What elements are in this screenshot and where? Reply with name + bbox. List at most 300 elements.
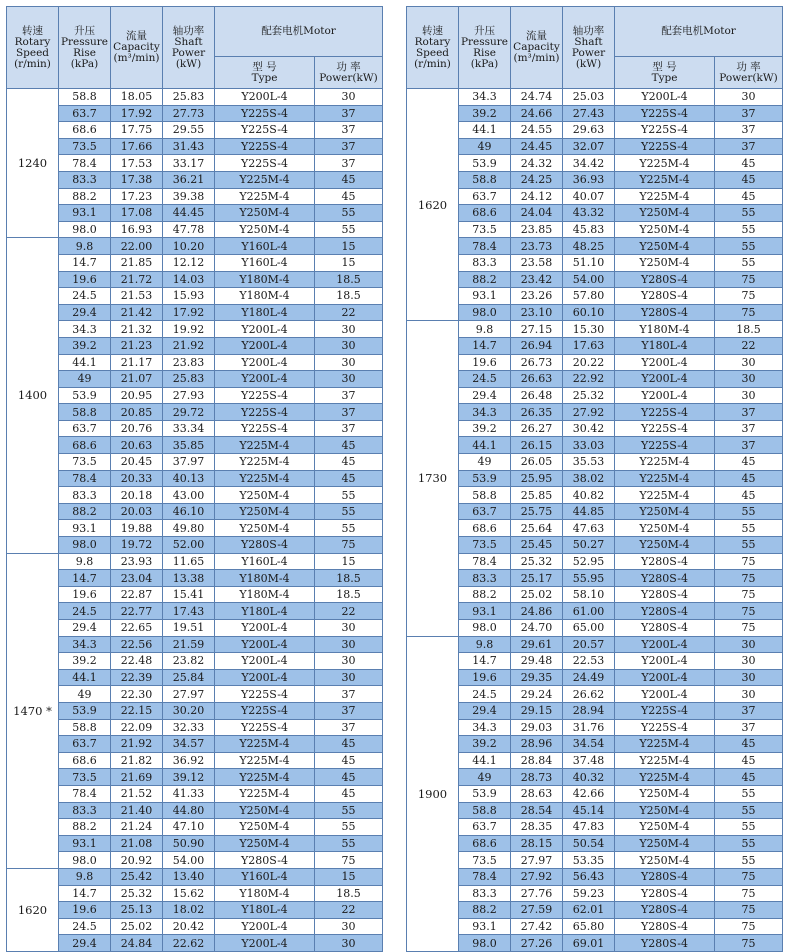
capacity-cell: 20.85	[111, 404, 163, 421]
motor-power-cell: 22	[715, 337, 783, 354]
pressure-rise-cell: 53.9	[59, 702, 111, 719]
motor-power-cell: 55	[715, 852, 783, 869]
capacity-cell: 21.40	[111, 802, 163, 819]
pressure-rise-cell: 39.2	[59, 337, 111, 354]
table-row	[407, 802, 783, 819]
table-row	[7, 304, 383, 321]
shaft-power-cell: 50.54	[563, 835, 615, 852]
table-row	[407, 503, 783, 520]
pressure-rise-cell: 44.1	[459, 752, 511, 769]
motor-power-cell: 30	[315, 935, 383, 952]
shaft-power-cell: 18.02	[163, 902, 215, 919]
header-line: 流量	[526, 30, 547, 42]
motor-type-cell: Y180M-4	[215, 288, 315, 305]
capacity-cell: 25.45	[511, 537, 563, 554]
capacity-cell: 21.32	[111, 321, 163, 338]
motor-power-cell: 37	[315, 155, 383, 172]
shaft-power-cell: 24.49	[563, 669, 615, 686]
header-line: 升压	[474, 24, 495, 37]
header-line: Rotary	[14, 35, 51, 48]
pressure-rise-cell: 73.5	[459, 221, 511, 238]
header-line: Capacity	[113, 41, 160, 53]
pressure-rise-cell: 98.0	[459, 935, 511, 952]
capacity-cell: 17.92	[111, 105, 163, 122]
motor-type-cell: Y200L-4	[215, 89, 315, 106]
motor-type-cell: Y180L-4	[215, 603, 315, 620]
pressure-rise-cell: 93.1	[459, 918, 511, 935]
shaft-power-cell: 50.90	[163, 835, 215, 852]
capacity-cell: 21.85	[111, 254, 163, 271]
header-line: 轴功率	[172, 24, 205, 37]
header-line: Speed	[15, 46, 50, 59]
header-line: Pressure	[60, 35, 109, 48]
table-row	[407, 769, 783, 786]
motor-type-cell: Y280S-4	[615, 553, 715, 570]
pressure-rise-cell: 98.0	[59, 852, 111, 869]
motor-type-cell: Y225M-4	[615, 188, 715, 205]
motor-power-cell: 18.5	[315, 570, 383, 587]
motor-type-cell: Y280S-4	[215, 852, 315, 869]
motor-power-cell: 37	[715, 702, 783, 719]
motor-type-cell: Y200L-4	[615, 653, 715, 670]
motor-type-cell: Y200L-4	[215, 371, 315, 388]
motor-type-cell: Y225S-4	[615, 138, 715, 155]
motor-power-cell: 37	[315, 122, 383, 139]
motor-type-cell: Y250M-4	[215, 503, 315, 520]
capacity-cell: 27.15	[511, 321, 563, 338]
capacity-cell: 22.39	[111, 669, 163, 686]
table-row	[7, 570, 383, 587]
motor-type-cell: Y180M-4	[215, 271, 315, 288]
shaft-power-cell: 36.21	[163, 171, 215, 188]
motor-power-cell: 45	[315, 188, 383, 205]
motor-power-cell: 45	[715, 188, 783, 205]
header-line: 型 号	[652, 60, 677, 73]
header-line: (kW)	[575, 57, 602, 70]
pressure-rise-cell: 63.7	[59, 105, 111, 122]
motor-type-cell: Y225S-4	[215, 686, 315, 703]
table-row	[407, 155, 783, 172]
capacity-cell: 22.30	[111, 686, 163, 703]
pressure-rise-cell: 68.6	[59, 752, 111, 769]
motor-type-cell: Y225M-4	[215, 454, 315, 471]
motor-type-cell: Y225M-4	[215, 785, 315, 802]
capacity-cell: 29.24	[511, 686, 563, 703]
motor-type-cell: Y200L-4	[215, 636, 315, 653]
motor-type-cell: Y225S-4	[615, 420, 715, 437]
motor-type-cell: Y200L-4	[615, 371, 715, 388]
table-row	[7, 819, 383, 836]
capacity-cell: 21.24	[111, 819, 163, 836]
table-row	[7, 835, 383, 852]
pressure-rise-cell: 9.8	[59, 868, 111, 885]
shaft-power-cell: 30.42	[563, 420, 615, 437]
header-line: 转速	[422, 24, 443, 37]
pressure-rise-cell: 83.3	[459, 570, 511, 587]
capacity-cell: 25.17	[511, 570, 563, 587]
pressure-rise-cell: 53.9	[459, 155, 511, 172]
capacity-cell: 28.73	[511, 769, 563, 786]
motor-power-cell: 55	[715, 802, 783, 819]
pressure-rise-cell: 58.8	[59, 89, 111, 106]
shaft-power-cell: 62.01	[563, 902, 615, 919]
motor-power-cell: 75	[715, 288, 783, 305]
motor-power-cell: 37	[315, 702, 383, 719]
motor-power-cell: 30	[315, 636, 383, 653]
motor-type-cell: Y160L-4	[215, 254, 315, 271]
capacity-cell: 28.96	[511, 736, 563, 753]
pressure-rise-cell: 78.4	[59, 155, 111, 172]
pressure-rise-cell: 73.5	[59, 138, 111, 155]
table-row	[407, 885, 783, 902]
capacity-cell: 23.42	[511, 271, 563, 288]
performance-table-right	[406, 6, 783, 952]
motor-type-cell: Y225M-4	[615, 171, 715, 188]
table-row	[7, 785, 383, 802]
pressure-rise-cell: 78.4	[59, 470, 111, 487]
motor-power-cell: 75	[315, 852, 383, 869]
shaft-power-cell: 47.10	[163, 819, 215, 836]
motor-power-cell: 22	[315, 902, 383, 919]
pressure-rise-cell: 88.2	[59, 188, 111, 205]
capacity-cell: 27.42	[511, 918, 563, 935]
motor-power-cell: 75	[715, 586, 783, 603]
pressure-rise-cell: 98.0	[59, 537, 111, 554]
table-row	[7, 387, 383, 404]
pressure-rise-cell: 34.3	[459, 719, 511, 736]
shaft-power-cell: 35.85	[163, 437, 215, 454]
shaft-power-cell: 56.43	[563, 868, 615, 885]
shaft-power-cell: 15.30	[563, 321, 615, 338]
motor-type-cell: Y250M-4	[615, 852, 715, 869]
header-motor-power	[715, 57, 783, 89]
shaft-power-cell: 47.63	[563, 520, 615, 537]
header-line: (kW)	[175, 57, 202, 70]
shaft-power-cell: 10.20	[163, 238, 215, 255]
capacity-cell: 19.88	[111, 520, 163, 537]
motor-type-cell: Y200L-4	[215, 653, 315, 670]
capacity-cell: 21.82	[111, 752, 163, 769]
table-row	[407, 570, 783, 587]
motor-power-cell: 15	[315, 868, 383, 885]
table-row	[7, 620, 383, 637]
capacity-cell: 22.48	[111, 653, 163, 670]
pressure-rise-cell: 24.5	[459, 371, 511, 388]
motor-type-cell: Y200L-4	[215, 918, 315, 935]
motor-power-cell: 37	[715, 719, 783, 736]
table-row	[7, 321, 383, 338]
motor-type-cell: Y225M-4	[615, 752, 715, 769]
shaft-power-cell: 45.83	[563, 221, 615, 238]
shaft-power-cell: 44.85	[563, 503, 615, 520]
motor-type-cell: Y280S-4	[215, 537, 315, 554]
shaft-power-cell: 50.27	[563, 537, 615, 554]
pressure-rise-cell: 19.6	[59, 902, 111, 919]
motor-power-cell: 75	[715, 304, 783, 321]
pressure-rise-cell: 83.3	[59, 802, 111, 819]
motor-type-cell: Y280S-4	[615, 935, 715, 952]
motor-power-cell: 45	[715, 171, 783, 188]
header-line: (m³/min)	[513, 52, 560, 64]
motor-power-cell: 45	[315, 785, 383, 802]
motor-power-cell: 75	[315, 537, 383, 554]
shaft-power-cell: 25.03	[563, 89, 615, 106]
motor-power-cell: 55	[315, 819, 383, 836]
table-row	[407, 337, 783, 354]
table-row	[7, 537, 383, 554]
table-row	[7, 354, 383, 371]
table-row	[407, 736, 783, 753]
capacity-cell: 29.61	[511, 636, 563, 653]
shaft-power-cell: 28.94	[563, 702, 615, 719]
table-row	[7, 603, 383, 620]
motor-power-cell: 45	[315, 736, 383, 753]
capacity-cell: 24.84	[111, 935, 163, 952]
shaft-power-cell: 17.63	[563, 337, 615, 354]
pressure-rise-cell: 34.3	[459, 404, 511, 421]
table-body	[7, 89, 383, 952]
shaft-power-cell: 47.83	[563, 819, 615, 836]
motor-power-cell: 55	[315, 487, 383, 504]
table-row	[407, 636, 783, 653]
header-line: Power(kW)	[319, 71, 378, 84]
table-row	[407, 553, 783, 570]
header-line: Type	[251, 71, 278, 84]
shaft-power-cell: 11.65	[163, 553, 215, 570]
capacity-cell: 29.48	[511, 653, 563, 670]
motor-power-cell: 22	[315, 304, 383, 321]
capacity-cell: 24.74	[511, 89, 563, 106]
pressure-rise-cell: 34.3	[59, 636, 111, 653]
shaft-power-cell: 33.17	[163, 155, 215, 172]
table-row	[7, 254, 383, 271]
capacity-cell: 23.85	[511, 221, 563, 238]
capacity-cell: 28.54	[511, 802, 563, 819]
header-capacity	[511, 7, 563, 89]
pressure-rise-cell: 53.9	[59, 387, 111, 404]
table-row	[7, 238, 383, 255]
motor-power-cell: 55	[715, 205, 783, 222]
capacity-cell: 28.63	[511, 785, 563, 802]
pressure-rise-cell: 9.8	[459, 321, 511, 338]
capacity-cell: 28.84	[511, 752, 563, 769]
shaft-power-cell: 39.38	[163, 188, 215, 205]
motor-power-cell: 75	[715, 918, 783, 935]
header-pressure-rise	[59, 7, 111, 89]
capacity-cell: 24.04	[511, 205, 563, 222]
motor-power-cell: 55	[315, 802, 383, 819]
motor-power-cell: 45	[315, 437, 383, 454]
shaft-power-cell: 20.22	[563, 354, 615, 371]
capacity-cell: 22.65	[111, 620, 163, 637]
capacity-cell: 29.15	[511, 702, 563, 719]
motor-type-cell: Y200L-4	[615, 354, 715, 371]
pressure-rise-cell: 29.4	[59, 304, 111, 321]
capacity-cell: 20.95	[111, 387, 163, 404]
capacity-cell: 24.55	[511, 122, 563, 139]
pressure-rise-cell: 24.5	[59, 918, 111, 935]
shaft-power-cell: 53.35	[563, 852, 615, 869]
pressure-rise-cell: 9.8	[459, 636, 511, 653]
motor-power-cell: 45	[315, 470, 383, 487]
header-line: 转速	[22, 24, 43, 37]
table-row	[7, 553, 383, 570]
pressure-rise-cell: 98.0	[459, 620, 511, 637]
capacity-cell: 21.08	[111, 835, 163, 852]
capacity-cell: 24.12	[511, 188, 563, 205]
shaft-power-cell: 65.80	[563, 918, 615, 935]
shaft-power-cell: 26.62	[563, 686, 615, 703]
header-line: 功 率	[336, 60, 361, 73]
header-line: (m³/min)	[113, 52, 160, 64]
pressure-rise-cell: 24.5	[59, 288, 111, 305]
motor-type-cell: Y225M-4	[615, 155, 715, 172]
motor-type-cell: Y250M-4	[615, 785, 715, 802]
rotary-speed-cell: 1900	[407, 636, 459, 951]
motor-type-cell: Y250M-4	[215, 487, 315, 504]
motor-power-cell: 30	[715, 371, 783, 388]
shaft-power-cell: 52.95	[563, 553, 615, 570]
pressure-rise-cell: 83.3	[59, 487, 111, 504]
motor-power-cell: 30	[715, 354, 783, 371]
header-motor-power	[315, 57, 383, 89]
motor-type-cell: Y180M-4	[615, 321, 715, 338]
shaft-power-cell: 25.84	[163, 669, 215, 686]
motor-type-cell: Y250M-4	[615, 205, 715, 222]
motor-type-cell: Y250M-4	[615, 238, 715, 255]
shaft-power-cell: 29.55	[163, 122, 215, 139]
table-row	[407, 603, 783, 620]
table-row	[7, 752, 383, 769]
pressure-rise-cell: 58.8	[459, 487, 511, 504]
motor-type-cell: Y280S-4	[615, 918, 715, 935]
header-motor: 配套电机Motor	[615, 7, 783, 57]
table-row	[407, 586, 783, 603]
capacity-cell: 23.26	[511, 288, 563, 305]
table-header	[7, 7, 383, 89]
motor-type-cell: Y225M-4	[615, 487, 715, 504]
pressure-rise-cell: 29.4	[459, 387, 511, 404]
pressure-rise-cell: 63.7	[459, 503, 511, 520]
capacity-cell: 26.63	[511, 371, 563, 388]
capacity-cell: 16.93	[111, 221, 163, 238]
motor-power-cell: 45	[315, 752, 383, 769]
motor-type-cell: Y225M-4	[615, 769, 715, 786]
header-line: Power	[171, 46, 206, 59]
motor-power-cell: 30	[315, 653, 383, 670]
motor-power-cell: 45	[715, 155, 783, 172]
motor-type-cell: Y225S-4	[215, 702, 315, 719]
motor-type-cell: Y160L-4	[215, 868, 315, 885]
capacity-cell: 26.94	[511, 337, 563, 354]
motor-power-cell: 37	[315, 420, 383, 437]
motor-type-cell: Y250M-4	[615, 537, 715, 554]
capacity-cell: 23.10	[511, 304, 563, 321]
table-row	[7, 188, 383, 205]
shaft-power-cell: 15.62	[163, 885, 215, 902]
capacity-cell: 22.77	[111, 603, 163, 620]
motor-type-cell: Y180L-4	[215, 304, 315, 321]
motor-power-cell: 30	[315, 337, 383, 354]
motor-power-cell: 55	[715, 537, 783, 554]
capacity-cell: 21.42	[111, 304, 163, 321]
capacity-cell: 29.35	[511, 669, 563, 686]
motor-power-cell: 37	[715, 138, 783, 155]
shaft-power-cell: 37.48	[563, 752, 615, 769]
pressure-rise-cell: 39.2	[459, 736, 511, 753]
shaft-power-cell: 17.43	[163, 603, 215, 620]
header-line: 流量	[126, 30, 147, 42]
shaft-power-cell: 58.10	[563, 586, 615, 603]
shaft-power-cell: 23.83	[163, 354, 215, 371]
motor-type-cell: Y250M-4	[215, 819, 315, 836]
motor-type-cell: Y225S-4	[215, 387, 315, 404]
shaft-power-cell: 23.82	[163, 653, 215, 670]
table-row	[7, 221, 383, 238]
motor-power-cell: 30	[715, 653, 783, 670]
shaft-power-cell: 52.00	[163, 537, 215, 554]
shaft-power-cell: 31.43	[163, 138, 215, 155]
pressure-rise-cell: 58.8	[59, 404, 111, 421]
pressure-rise-cell: 44.1	[59, 354, 111, 371]
table-row	[407, 105, 783, 122]
shaft-power-cell: 15.93	[163, 288, 215, 305]
header-line: Type	[651, 71, 678, 84]
motor-type-cell: Y250M-4	[615, 835, 715, 852]
motor-type-cell: Y225S-4	[615, 105, 715, 122]
pressure-rise-cell: 88.2	[59, 819, 111, 836]
pressure-rise-cell: 68.6	[59, 437, 111, 454]
pressure-rise-cell: 58.8	[459, 171, 511, 188]
pressure-rise-cell: 78.4	[59, 785, 111, 802]
motor-type-cell: Y225S-4	[215, 138, 315, 155]
shaft-power-cell: 43.00	[163, 487, 215, 504]
table-row	[7, 686, 383, 703]
motor-type-cell: Y225S-4	[215, 719, 315, 736]
motor-power-cell: 55	[715, 254, 783, 271]
table-row	[407, 470, 783, 487]
table-row	[7, 918, 383, 935]
table-row	[407, 719, 783, 736]
motor-power-cell: 15	[315, 238, 383, 255]
shaft-power-cell: 38.02	[563, 470, 615, 487]
motor-type-cell: Y280S-4	[615, 603, 715, 620]
table-row	[407, 321, 783, 338]
header-line: Speed	[415, 46, 450, 59]
motor-power-cell: 37	[715, 404, 783, 421]
header-rotary-speed	[7, 7, 59, 89]
table-row	[7, 520, 383, 537]
capacity-cell: 17.53	[111, 155, 163, 172]
capacity-cell: 20.92	[111, 852, 163, 869]
motor-type-cell: Y225M-4	[215, 470, 315, 487]
capacity-cell: 24.25	[511, 171, 563, 188]
capacity-cell: 25.02	[511, 586, 563, 603]
table-row	[407, 205, 783, 222]
header-line: Rotary	[414, 35, 451, 48]
capacity-cell: 20.63	[111, 437, 163, 454]
motor-type-cell: Y250M-4	[215, 221, 315, 238]
pressure-rise-cell: 49	[459, 769, 511, 786]
table-row	[407, 918, 783, 935]
table-row	[407, 752, 783, 769]
shaft-power-cell: 29.63	[563, 122, 615, 139]
capacity-cell: 21.07	[111, 371, 163, 388]
capacity-cell: 21.17	[111, 354, 163, 371]
table-row	[407, 188, 783, 205]
capacity-cell: 25.32	[511, 553, 563, 570]
pressure-rise-cell: 39.2	[459, 420, 511, 437]
